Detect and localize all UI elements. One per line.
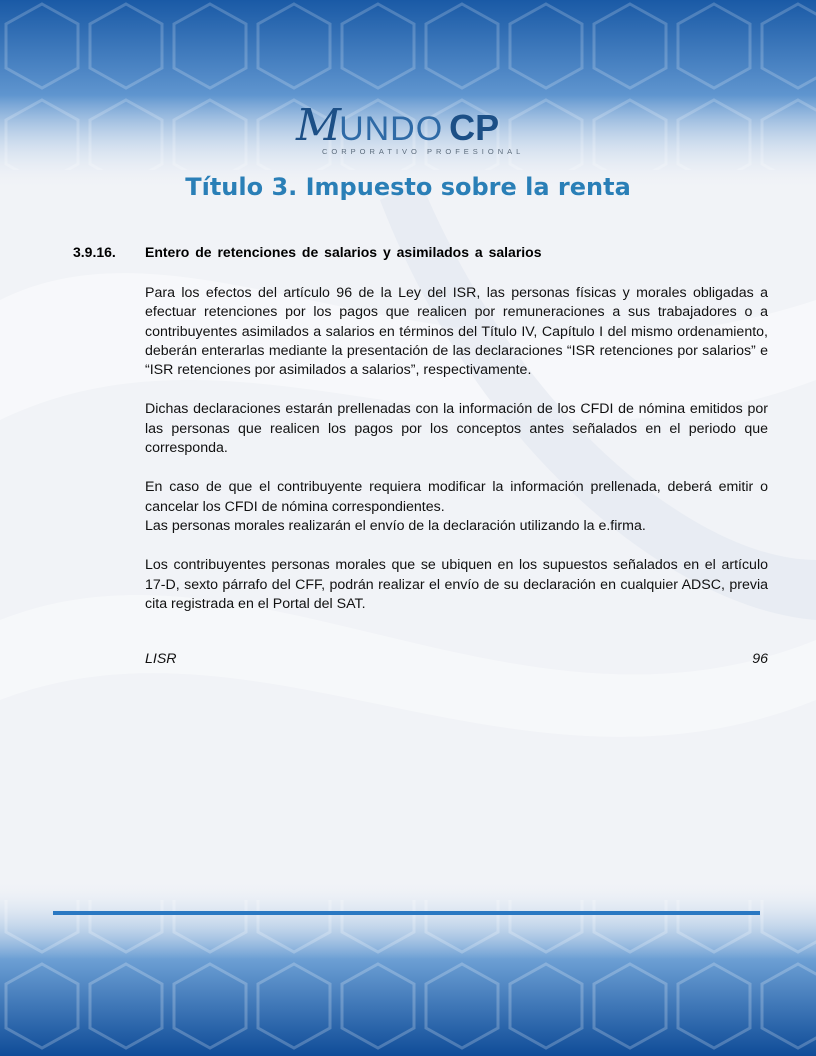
reference-law: LISR bbox=[145, 651, 177, 667]
logo-mark-cp: CP bbox=[449, 107, 500, 148]
rule-paragraph: En caso de que el contribuyente requiera modificar la información prellenada, deberá emitir o cancelar los CFDI de nómina correspondientes. bbox=[145, 479, 768, 515]
rule-number: 3.9.16. bbox=[73, 244, 116, 260]
page-title: Título 3. Impuesto sobre la renta bbox=[185, 173, 631, 201]
rule-heading: Entero de retenciones de salarios y asimilados a salarios bbox=[145, 244, 542, 260]
rule-paragraph: Los contribuyentes personas morales que se ubiquen en los supuestos señalados en el artículo 17-D, sexto párrafo del CFF, podrán realizar el envío de su declaración en cualquier ADSC, previa cita registrada en el Portal del SAT. bbox=[145, 557, 768, 612]
logo-tagline: CORPORATIVO PROFESIONAL bbox=[322, 147, 525, 156]
mundocp-logo bbox=[296, 100, 536, 162]
footer-divider bbox=[53, 911, 760, 915]
rule-body bbox=[145, 284, 768, 634]
logo-mark-m: M bbox=[296, 100, 340, 151]
rule-paragraph: Las personas morales realizarán el envío de la declaración utilizando la e.firma. bbox=[145, 517, 646, 534]
logo-mark-undo: UNDO bbox=[339, 110, 444, 148]
rule-paragraph: Dichas declaraciones estarán prellenadas con la información de los CFDI de nómina emitidos por las personas que realicen los pagos por los conceptos antes señalados en el periodo que corresponda. bbox=[145, 401, 768, 457]
reference-article: 96 bbox=[752, 651, 768, 667]
rule-paragraph: Para los efectos del artículo 96 de la Ley del ISR, las personas físicas y morales obligadas a efectuar retenciones por los pagos que realicen por remuneraciones a sus trabajadores o a contribuyentes asimilados a salarios en términos del Título IV, Capítulo I del mismo ordenamiento, deberán enterarlas mediante la presentación de las declaraciones “ISR retenciones por salarios” e “ISR retenciones por asimilados a salarios”, respectivamente. bbox=[145, 285, 768, 379]
logo-wordmark bbox=[296, 100, 500, 151]
legal-reference bbox=[145, 651, 768, 667]
